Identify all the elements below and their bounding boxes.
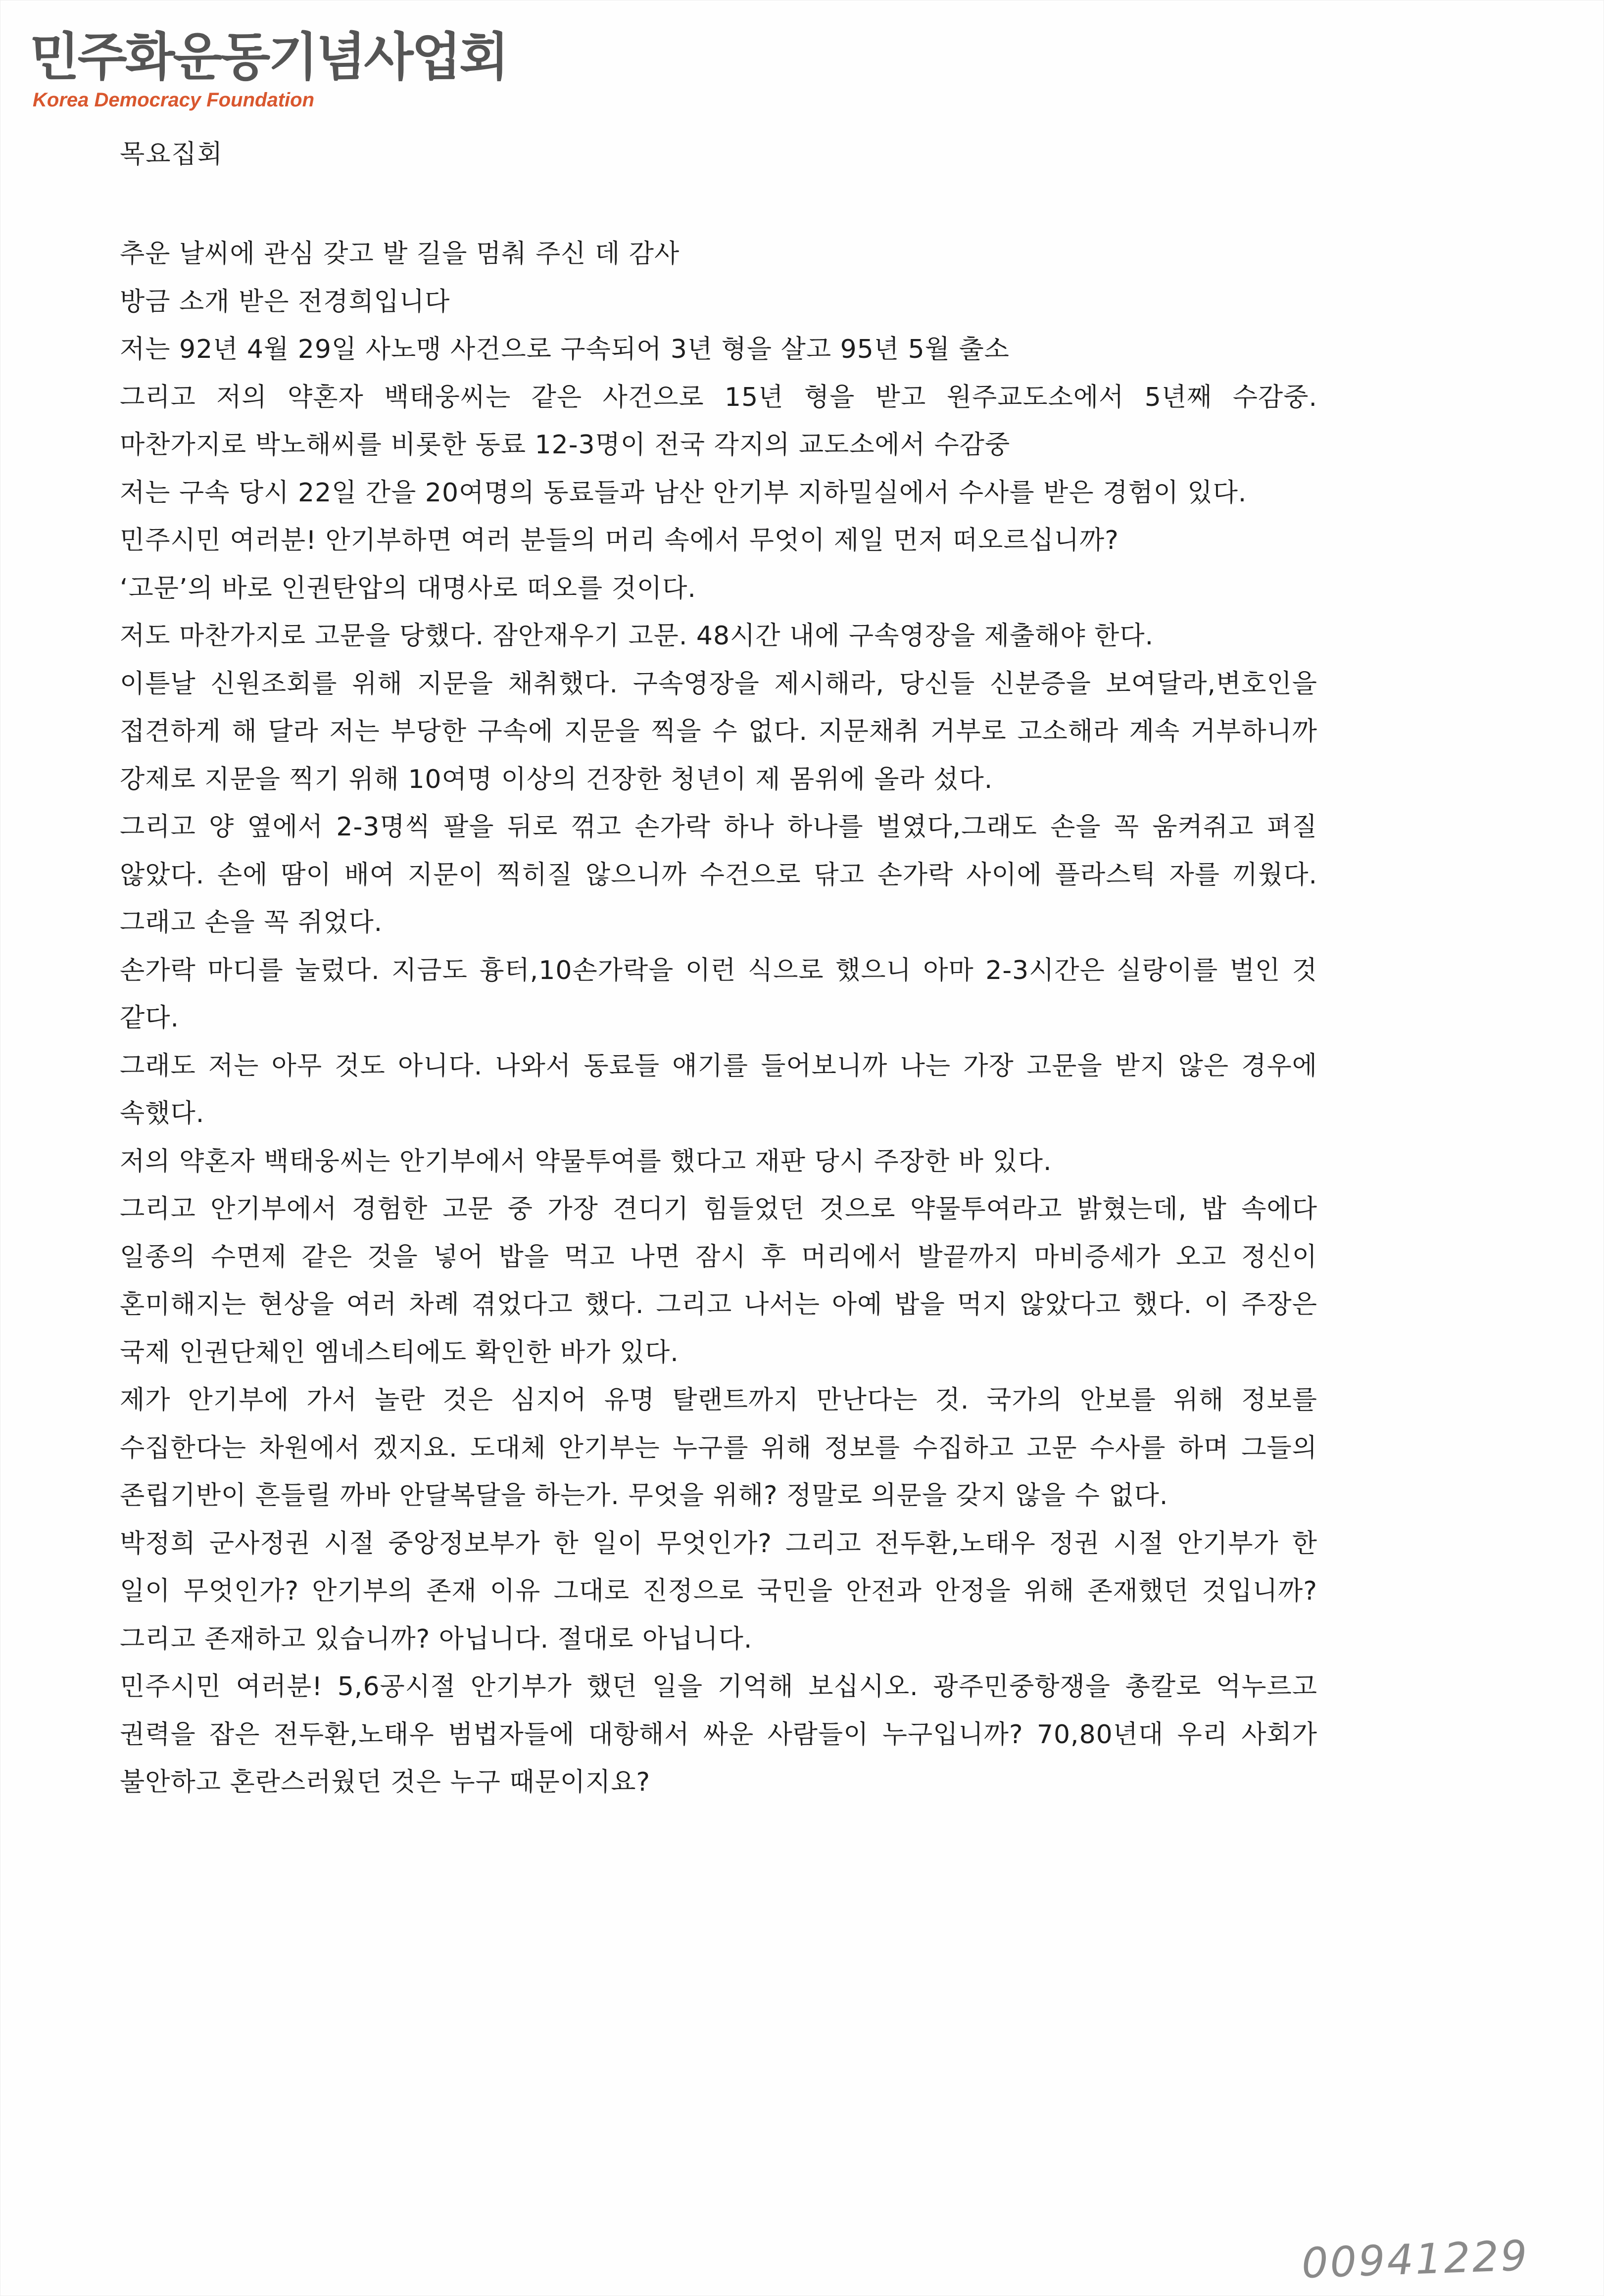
paragraph: 손가락 마디를 눌렀다. 지금도 흉터,10손가락을 이런 식으로 했으니 아마 2-3시간은 실랑이를 벌인 것 같다. — [120, 955, 1317, 1033]
logo-korean-text: 민주화운동기념사업회 — [30, 26, 507, 87]
paragraph: 저는 구속 당시 22일 간을 20여명의 동료들과 남산 안기부 지하밀실에서 수사를 받은 경험이 있다. — [120, 478, 1247, 508]
archive-number-stamp: 00941229 — [1301, 2231, 1530, 2288]
paragraph: 민주시민 여러분! 안기부하면 여러 분들의 머리 속에서 무엇이 제일 먼저 떠오르십니까? — [120, 526, 1119, 555]
paragraph: 그리고 양 옆에서 2-3명씩 팔을 뒤로 꺾고 손가락 하나 하나를 벌였다,그래도 손을 꼭 움켜쥐고 펴질 않았다. 손에 땀이 배여 지문이 찍히질 않으니까 수건으로 닦고 손가락 사이에 플라스틱 자를 끼웠다. 그래고 손을 꼭 쥐었다. — [120, 812, 1317, 937]
paragraph: 추운 날씨에 관심 갖고 발 길을 멈춰 주신 데 감사 — [120, 239, 680, 269]
paragraph: 제가 안기부에 가서 놀란 것은 심지어 유명 탈랜트까지 만난다는 것. 국가의 안보를 위해 정보를 수집한다는 차원에서 겠지요. 도대체 안기부는 누구를 위해 정보를 수집하고 고문 수사를 하며 그들의 존립기반이 흔들릴 까바 안달복달을 하는가. 무엇을 위해? 정말로 의문을 갖지 않을 수 없다. — [120, 1385, 1317, 1511]
paragraph: 저도 마찬가지로 고문을 당했다. 잠안재우기 고문. 48시간 내에 구속영장을 제출해야 한다. — [120, 621, 1154, 651]
foundation-logo — [30, 26, 507, 111]
paragraph: 이튿날 신원조회를 위해 지문을 채취했다. 구속영장을 제시해라, 당신들 신분증을 보여달라,변호인을 접견하게 해 달라 저는 부당한 구속에 지문을 찍을 수 없다. 지문채취 거부로 고소해라 계속 거부하니까 강제로 지문을 찍기 위해 10여명 이상의 건장한 청년이 제 몸위에 올라 섰다. — [120, 669, 1317, 794]
paragraph: 그리고 안기부에서 경험한 고문 중 가장 견디기 힘들었던 것으로 약물투여라고 밝혔는데, 밥 속에다 일종의 수면제 같은 것을 넣어 밥을 먹고 나면 잠시 후 머리에서 발끝까지 마비증세가 오고 정신이 혼미해지는 현상을 여러 차례 겪었다고 했다. 그리고 나서는 아예 밥을 먹지 않았다고 했다. 이 주장은 국제 인권단체인 엠네스티에도 확인한 바가 있다. — [120, 1194, 1317, 1368]
paragraph: 저의 약혼자 백태웅씨는 안기부에서 약물투여를 했다고 재판 당시 주장한 바 있다. — [120, 1146, 1052, 1176]
paragraph: 그래도 저는 아무 것도 아니다. 나와서 동료들 얘기를 들어보니까 나는 가장 고문을 받지 않은 경우에 속했다. — [120, 1051, 1317, 1128]
document-body — [120, 230, 1317, 1807]
paragraph: 저는 92년 4월 29일 사노맹 사건으로 구속되어 3년 형을 살고 95년 5월 출소 — [120, 335, 1010, 364]
document-heading: 목요집회 — [120, 140, 223, 169]
paragraph: ‘고문’의 바로 인권탄압의 대명사로 떠오를 것이다. — [120, 573, 696, 603]
logo-english-text: Korea Democracy Foundation — [33, 89, 315, 111]
paragraph: 민주시민 여러분! 5,6공시절 안기부가 했던 일을 기억해 보십시오. 광주민중항쟁을 총칼로 억누르고 권력을 잡은 전두환,노태우 범법자들에 대항해서 싸운 사람들이 누구입니까? 70,80년대 우리 사회가 불안하고 혼란스러웠던 것은 누구 때문이지요? — [120, 1672, 1317, 1797]
paragraph: 방금 소개 받은 전경희입니다 — [120, 287, 450, 317]
paragraph: 그리고 저의 약혼자 백태웅씨는 같은 사건으로 15년 형을 받고 원주교도소에서 5년째 수감중. 마찬가지로 박노해씨를 비롯한 동료 12-3명이 전국 각지의 교도소에서 수감중 — [120, 382, 1317, 460]
paragraph: 박정희 군사정권 시절 중앙정보부가 한 일이 무엇인가? 그리고 전두환,노태우 정권 시절 안기부가 한 일이 무엇인가? 안기부의 존재 이유 그대로 진정으로 국민을 안전과 안정을 위해 존재했던 것입니까? 그리고 존재하고 있습니까? 아닙니다. 절대로 아닙니다. — [120, 1528, 1317, 1654]
